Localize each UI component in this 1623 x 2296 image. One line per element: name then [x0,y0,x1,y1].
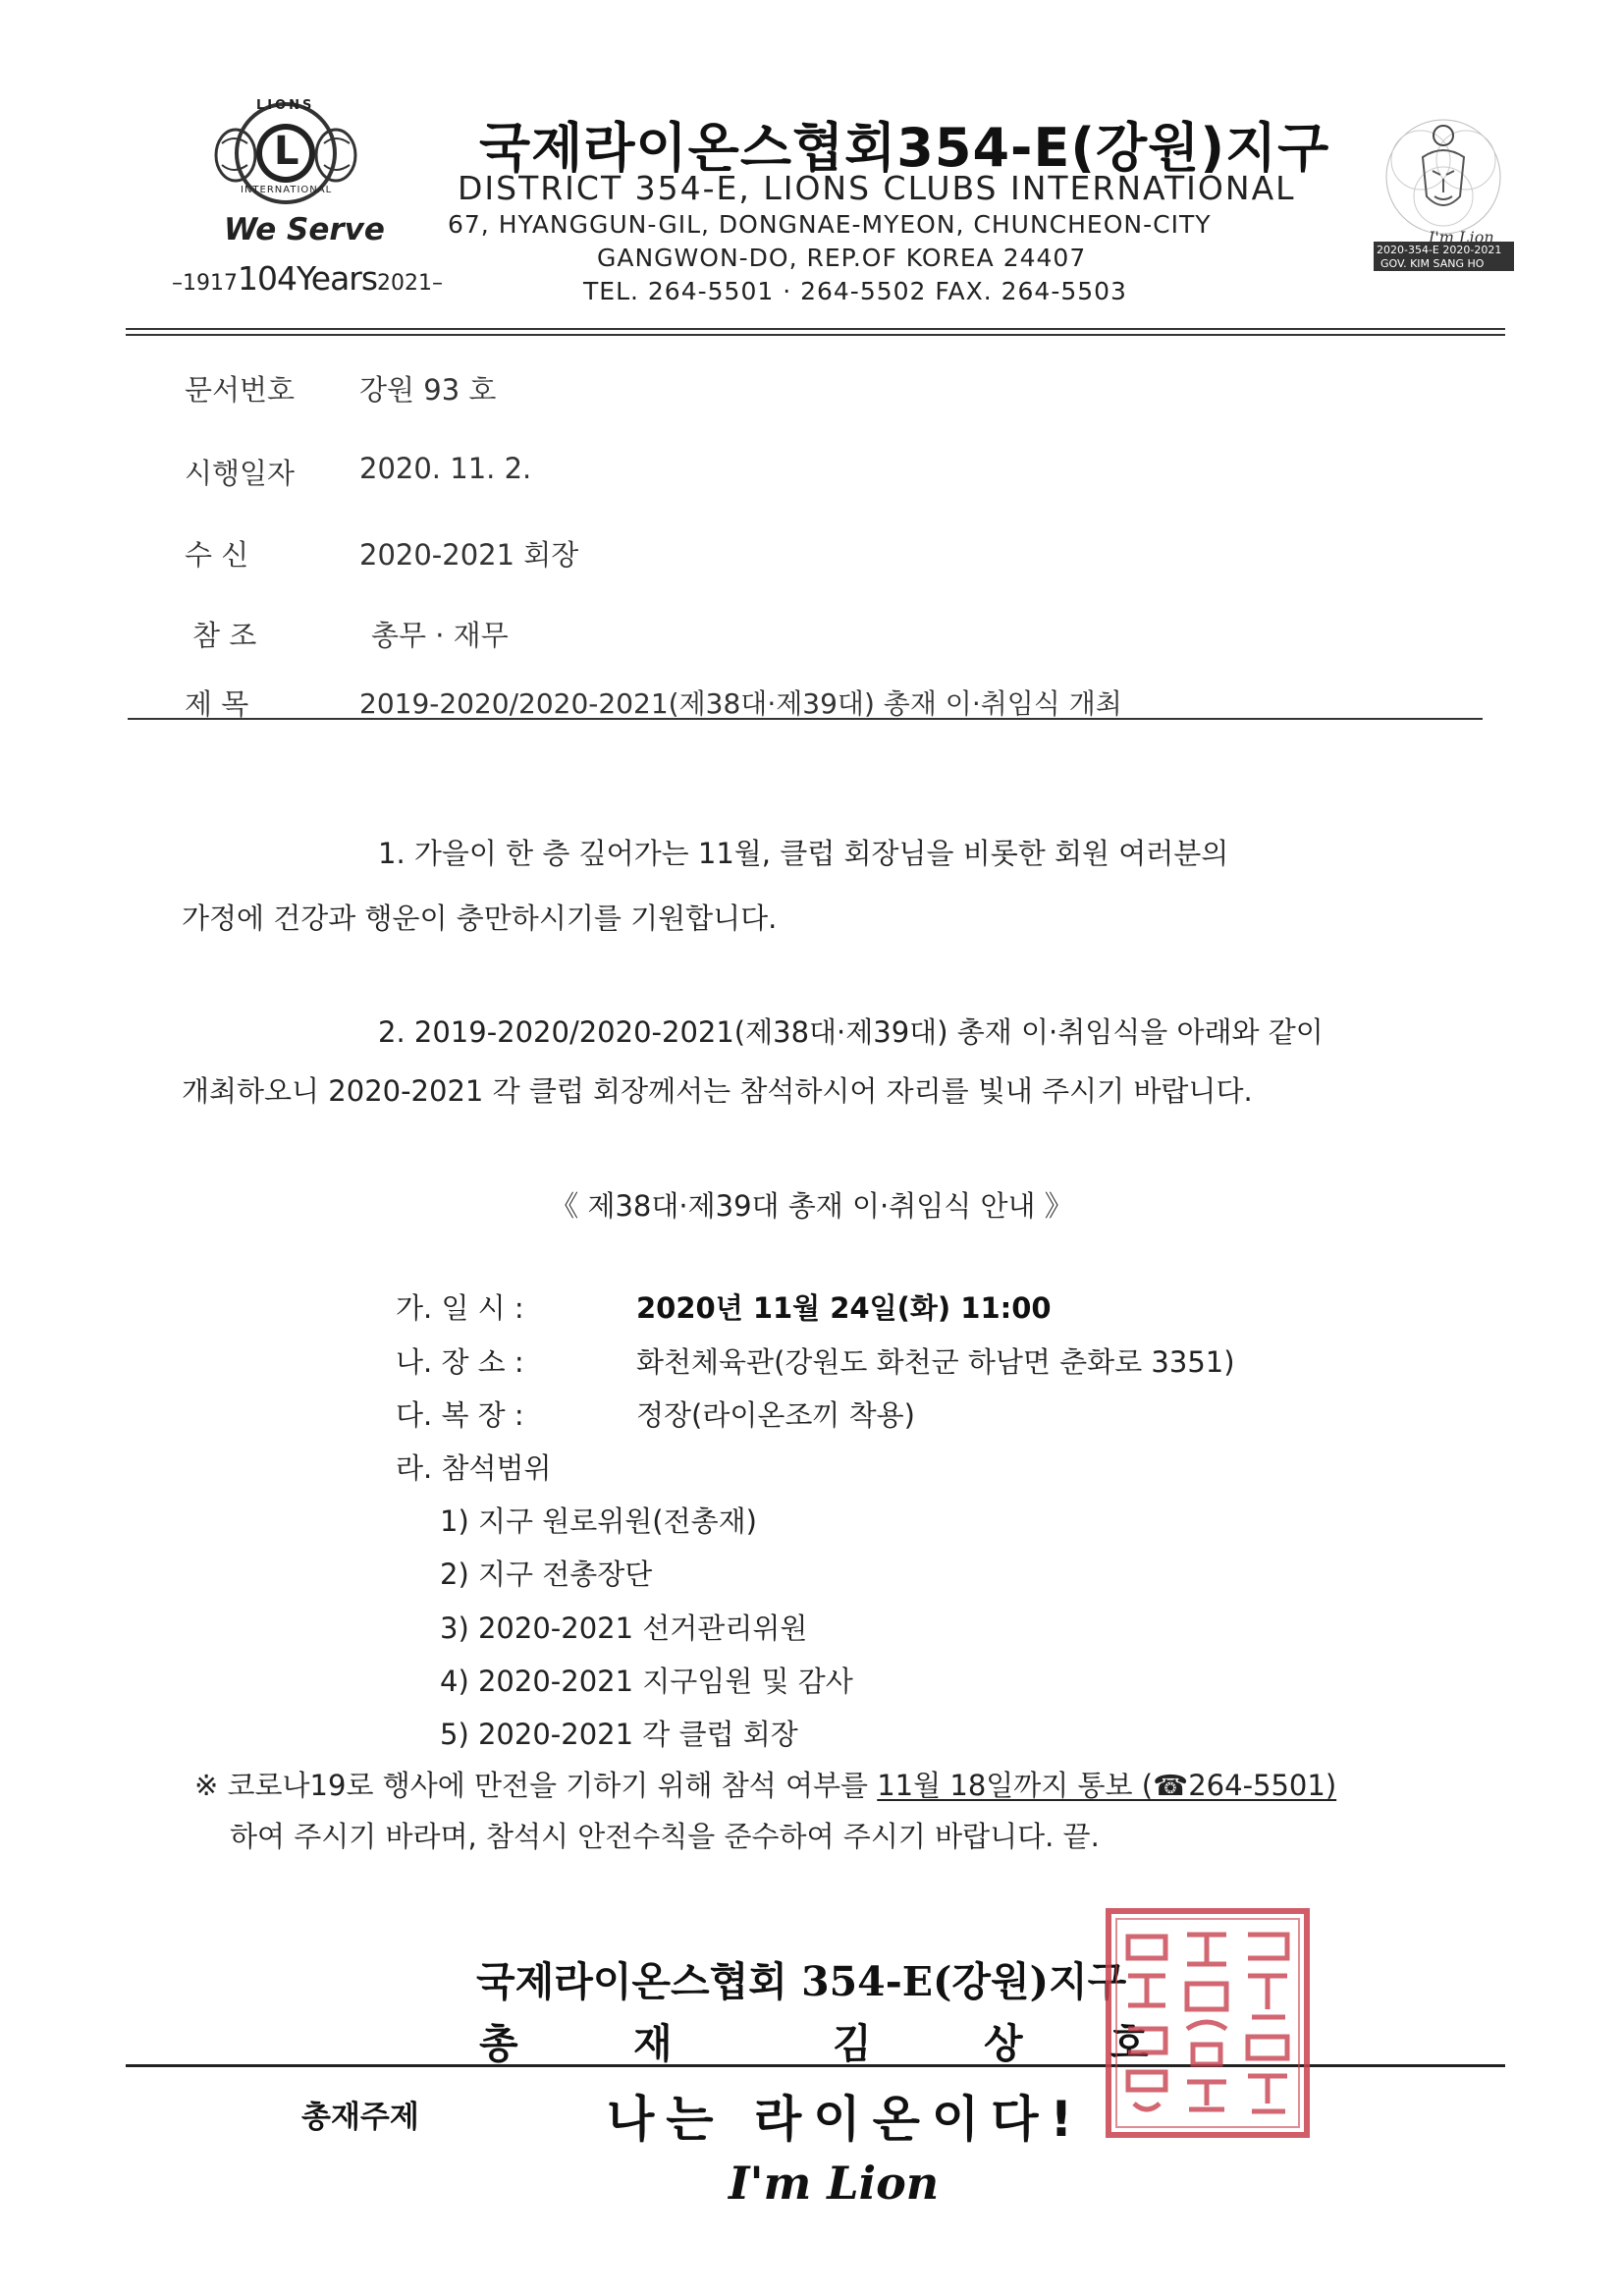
covid-notice-line-2: 하여 주시기 바라며, 참석시 안전수칙을 준수하여 주시기 바랍니다. 끝. [230,1820,1100,1853]
scope-item: 4) 2020-2021 지구임원 및 감사 [440,1665,853,1698]
logo-letter: L [274,129,299,174]
dress-code: 정장(라이온조끼 착용) [636,1398,915,1432]
event-date-label: 가. 일 시 : [396,1291,524,1325]
paragraph-2-line-2: 개최하오니 2020-2021 각 클럽 회장께서는 참석하시어 자리를 빛내 주시기 바랍니다. [182,1074,1253,1108]
emblem-band-1: 2020-354-E 2020-2021 [1377,244,1502,256]
subject-underline [128,718,1483,720]
emblem-band-2: GOV. KIM SANG HO [1380,257,1485,270]
cc: 총무 · 재무 [371,619,509,652]
doc-number-label: 문서번호 [185,373,296,407]
doc-number: 강원 93 호 [359,373,497,407]
subject: 2019-2020/2020-2021(제38대·제39대) 총재 이·취임식 개최 [359,687,1122,720]
paragraph-1-line-1: 1. 가을이 한 층 깊어가는 11월, 클럽 회장님을 비롯한 회원 여러분의 [378,837,1229,870]
event-place-label: 나. 장 소 : [396,1345,524,1379]
scope-item: 3) 2020-2021 선거관리위원 [440,1612,808,1645]
cc-label: 참 조 [192,619,257,652]
contact-line: TEL. 264-5501 · 264-5502 FAX. 264-5503 [583,277,1127,305]
notice-title: 《 제38대·제39대 총재 이·취임식 안내 》 [550,1189,1073,1223]
years-banner: –1917104Years2021– [172,259,444,298]
logo-bottom-text: INTERNATIONAL [241,185,333,195]
header-divider-top [126,328,1505,330]
signing-organization: 국제라이온스협회 354-E(강원)지구 [476,1958,1127,2005]
scope-item: 1) 지구 원로위원(전총재) [440,1504,757,1538]
event-place: 화천체육관(강원도 화천군 하남면 춘화로 3351) [636,1345,1235,1379]
event-date: 2020년 11월 24일(화) 11:00 [636,1291,1052,1325]
org-name-ko: 국제라이온스협회354-E(강원)지구 [479,117,1330,179]
logo-top-text: LIONS [256,98,315,113]
governor-name-char: 상 [984,2020,1023,2067]
address-line-2: GANGWON-DO, REP.OF KOREA 24407 [597,244,1087,272]
subject-label: 제 목 [185,687,249,721]
recipient-label: 수 신 [185,538,249,572]
theme-label: 총재주제 [301,2100,419,2135]
paragraph-2-line-1: 2. 2019-2020/2020-2021(제38대·제39대) 총재 이·취임식을 아래와 같이 [378,1015,1324,1049]
scope-item: 5) 2020-2021 각 클럽 회장 [440,1718,798,1751]
org-name-en: DISTRICT 354-E, LIONS CLUBS INTERNATIONAL [458,169,1296,207]
header-divider-bottom [126,334,1505,336]
recipient: 2020-2021 회장 [359,538,579,572]
reply-deadline: 11월 18일까지 통보 (☎264-5501) [877,1769,1337,1802]
governor-name-char: 김 [833,2020,872,2067]
official-red-seal-icon [1105,1907,1311,2139]
attendance-scope-label: 라. 참석범위 [396,1451,552,1485]
slogan: 나는 라이온이다! [607,2091,1085,2148]
governor-name-char: 재 [633,2020,673,2067]
address-line-1: 67, HYANGGUN-GIL, DONGNAE-MYEON, CHUNCHEON-CITY [448,210,1212,239]
motto: We Serve [224,212,385,247]
governor-name-char: 호 [1109,2020,1149,2067]
scope-item: 2) 지구 전총장단 [440,1558,653,1591]
emblem-script: I'm Lion [1429,228,1494,246]
date-label: 시행일자 [185,457,296,490]
governor-name-char: 총 [479,2020,518,2067]
slogan-english: I'm Lion [729,2157,940,2210]
dress-code-label: 다. 복 장 : [396,1398,524,1432]
paragraph-1-line-2: 가정에 건강과 행운이 충만하시기를 기원합니다. [182,902,778,935]
issue-date: 2020. 11. 2. [359,452,532,485]
covid-notice-line-1: ※ 코로나19로 행사에 만전을 기하기 위해 참석 여부를 11월 18일까지 통보 (☎264-5501) [194,1769,1337,1802]
